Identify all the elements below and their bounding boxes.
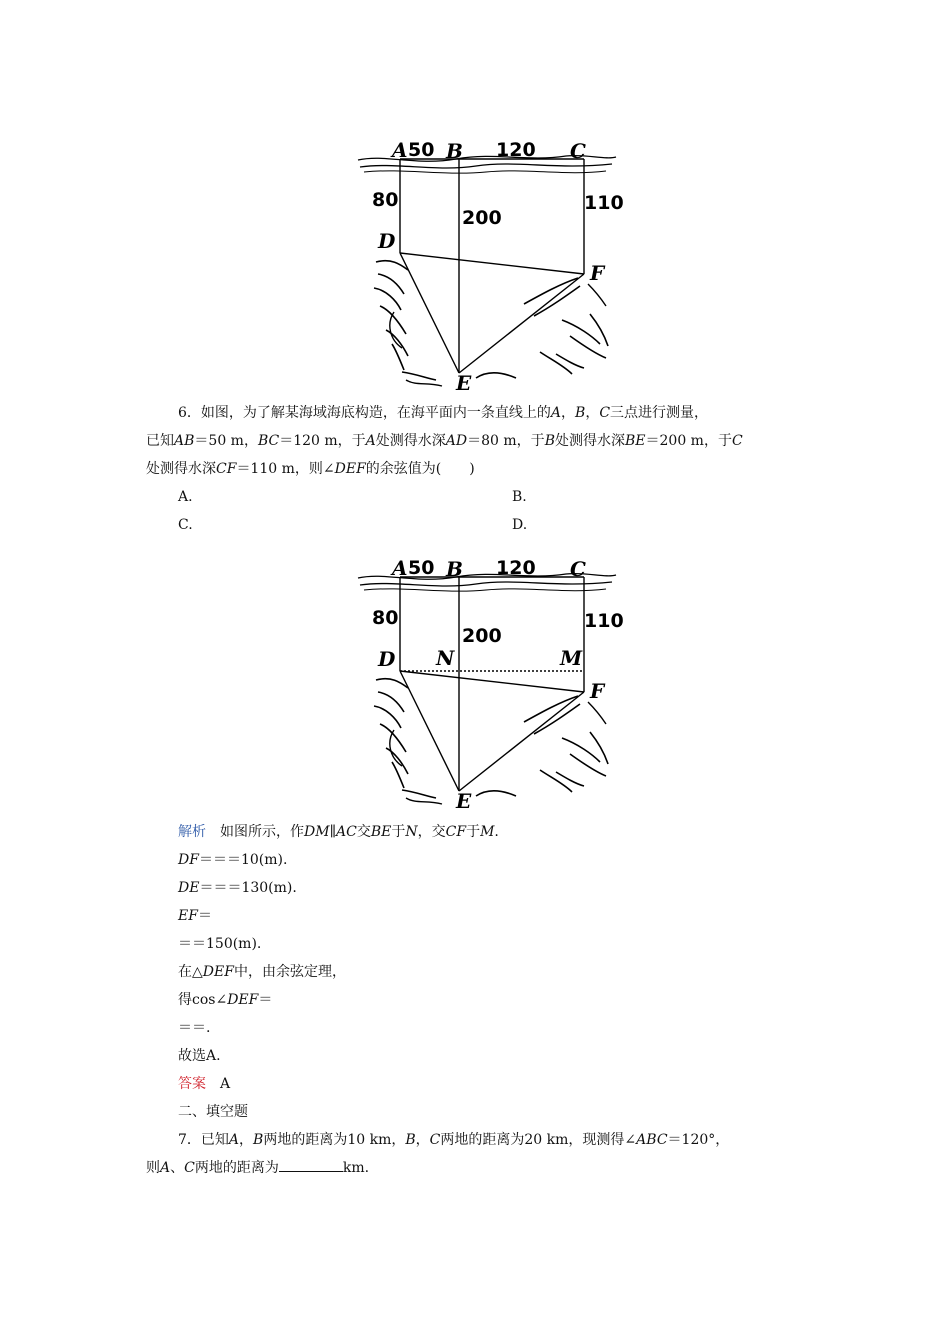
option-c[interactable]: C. [178,517,193,533]
option-a[interactable]: A. [178,489,193,505]
figure-1 [356,134,624,396]
point-label-a: A [392,556,408,580]
depth-ad: 80 [372,607,399,629]
question-6-line-1: 6．如图，为了解某海域海底构造，在海平面内一条直线上的A，B，C三点进行测量， [178,405,709,421]
depth-cf: 110 [584,610,624,632]
question-6-line-3: 处测得水深CF＝110 m，则∠DEF的余弦值为( ) [146,461,475,477]
point-label-n: N [436,646,455,670]
point-label-d: D [378,229,396,253]
figure-2 [356,552,624,814]
answer-tag: 答案 [178,1076,206,1092]
question-6-line-2: 已知AB＝50 m，BC＝120 m，于A处测得水深AD＝80 m，于B处测得水深BE＝200 m，于C [146,433,743,449]
solution-line-3: DE＝＝＝130(m). [178,880,297,896]
option-b[interactable]: B. [512,489,527,505]
solution-line-5: ＝＝150(m). [178,936,262,952]
point-label-e: E [456,789,472,813]
solution-line-6: 在△DEF中，由余弦定理， [178,964,346,980]
question-7-line-1: 7．已知A，B两地的距离为10 km，B，C两地的距离为20 km，现测得∠ABC＝120°， [178,1132,730,1148]
answer-blank[interactable] [279,1159,343,1172]
length-ab: 50 [408,557,435,579]
section-title: 二、填空题 [178,1104,248,1120]
length-bc: 120 [496,557,536,579]
sea-floor-diagram-1 [356,134,624,396]
length-bc: 120 [496,139,536,161]
solution-line-4: EF＝ [178,908,212,924]
solution-line-7: 得cos∠DEF＝ [178,992,273,1008]
point-label-m: M [560,646,583,670]
point-label-b: B [446,139,463,163]
point-label-e: E [456,371,472,395]
depth-cf: 110 [584,192,624,214]
point-label-c: C [570,139,586,163]
sea-floor-diagram-2 [356,552,624,814]
option-d[interactable]: D. [512,517,528,533]
question-7-line-2: 则A、C两地的距离为 km. [146,1160,370,1176]
point-label-d: D [378,647,396,671]
answer-value: A [220,1076,231,1092]
point-label-c: C [570,557,586,581]
solution-tag: 解析 [178,824,206,840]
depth-be: 200 [462,207,502,229]
depth-ad: 80 [372,189,399,211]
point-label-f: F [590,679,605,703]
point-label-a: A [392,138,408,162]
depth-be: 200 [462,625,502,647]
solution-line-2: DF＝＝＝10(m). [178,852,288,868]
solution-line-9: 故选A. [178,1048,221,1064]
answer-line [178,1075,230,1093]
length-ab: 50 [408,139,435,161]
solution-line-8: ＝＝. [178,1020,211,1036]
point-label-f: F [590,261,605,285]
solution-line-1: 解析 如图所示，作DM∥AC交BE于N，交CF于M. [178,824,499,840]
point-label-b: B [446,557,463,581]
